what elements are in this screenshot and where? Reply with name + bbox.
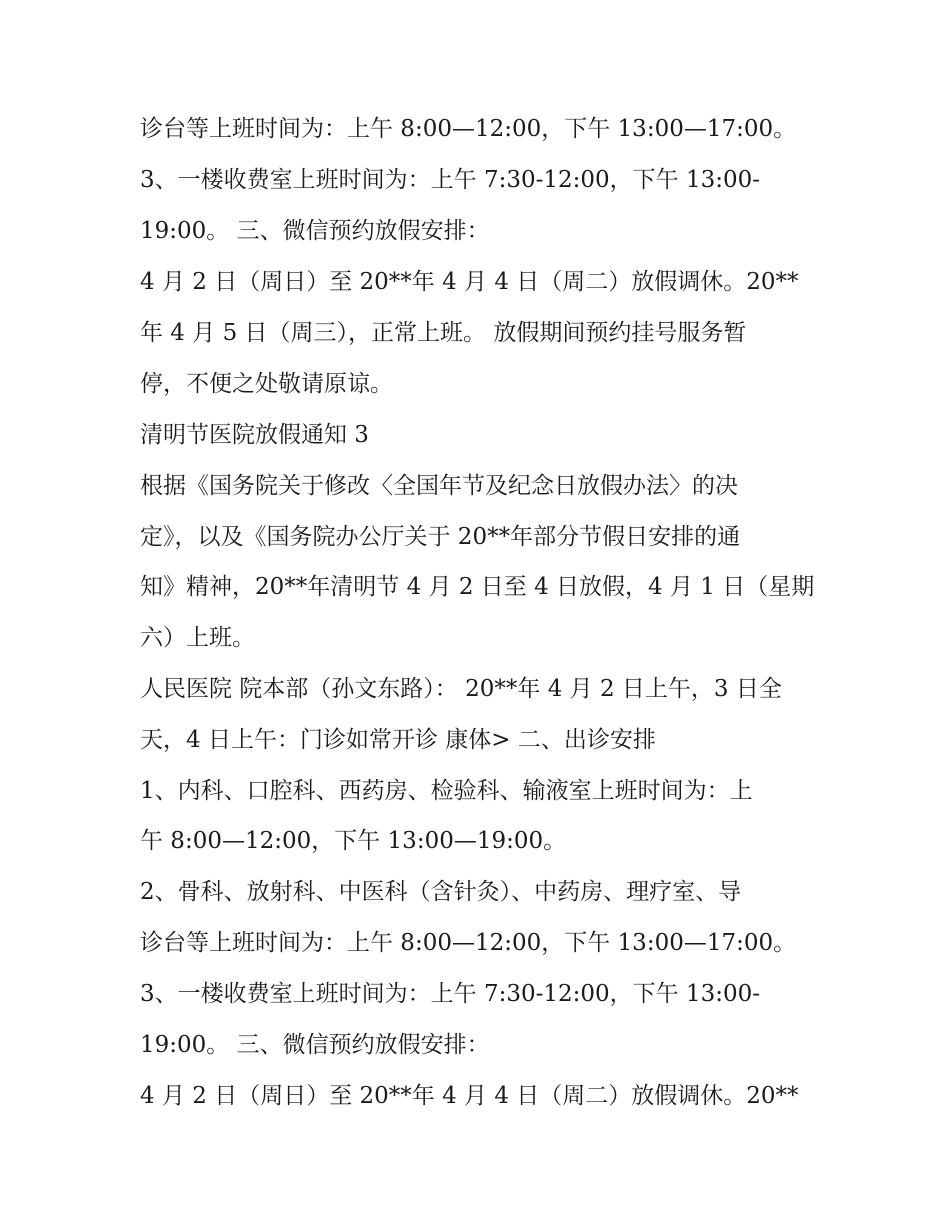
text-line: 1、内科、口腔科、西药房、检验科、输液室上班时间为：上 (140, 778, 753, 804)
text-line: 定》，以及《国务院办公厅关于 20**年部分节假日安排的通 (140, 524, 741, 550)
text-line: 19:00。 三、微信预约放假安排： (140, 218, 490, 244)
text-line: 3、一楼收费室上班时间为：上午 7:30-12:00，下午 13:00- (140, 167, 761, 193)
text-line: 4 月 2 日（周日）至 20**年 4 月 4 日（周二）放假调休。20** (140, 269, 799, 295)
text-line: 根据《国务院关于修改〈全国年节及纪念日放假办法〉的决 (140, 473, 738, 499)
text-line: 2、骨科、放射科、中医科（含针灸）、中药房、理疗室、导 (140, 879, 742, 905)
section-heading: 清明节医院放假通知 3 (140, 422, 369, 448)
text-line: 4 月 2 日（周日）至 20**年 4 月 4 日（周二）放假调休。20** (140, 1083, 799, 1109)
text-line: 天，4 日上午：门诊如常开诊 康体> 二、出诊安排 (140, 727, 656, 753)
text-line: 六）上班。 (140, 625, 255, 651)
text-line: 19:00。 三、微信预约放假安排： (140, 1032, 490, 1058)
text-line: 午 8:00—12:00，下午 13:00—19:00。 (140, 828, 567, 854)
text-line: 3、一楼收费室上班时间为：上午 7:30-12:00，下午 13:00- (140, 981, 761, 1007)
text-line: 年 4 月 5 日（周三），正常上班。 放假期间预约挂号服务暂 (140, 320, 747, 346)
text-line: 人民医院 院本部（孙文东路）： 20**年 4 月 2 日上午，3 日全 (140, 676, 782, 702)
text-line: 诊台等上班时间为：上午 8:00—12:00，下午 13:00—17:00。 (140, 930, 797, 956)
text-line: 停，不便之处敬请原谅。 (140, 371, 393, 397)
text-line: 诊台等上班时间为：上午 8:00—12:00，下午 13:00—17:00。 (140, 116, 797, 142)
text-line: 知》精神，20**年清明节 4 月 2 日至 4 日放假，4 月 1 日（星期 (140, 574, 815, 600)
